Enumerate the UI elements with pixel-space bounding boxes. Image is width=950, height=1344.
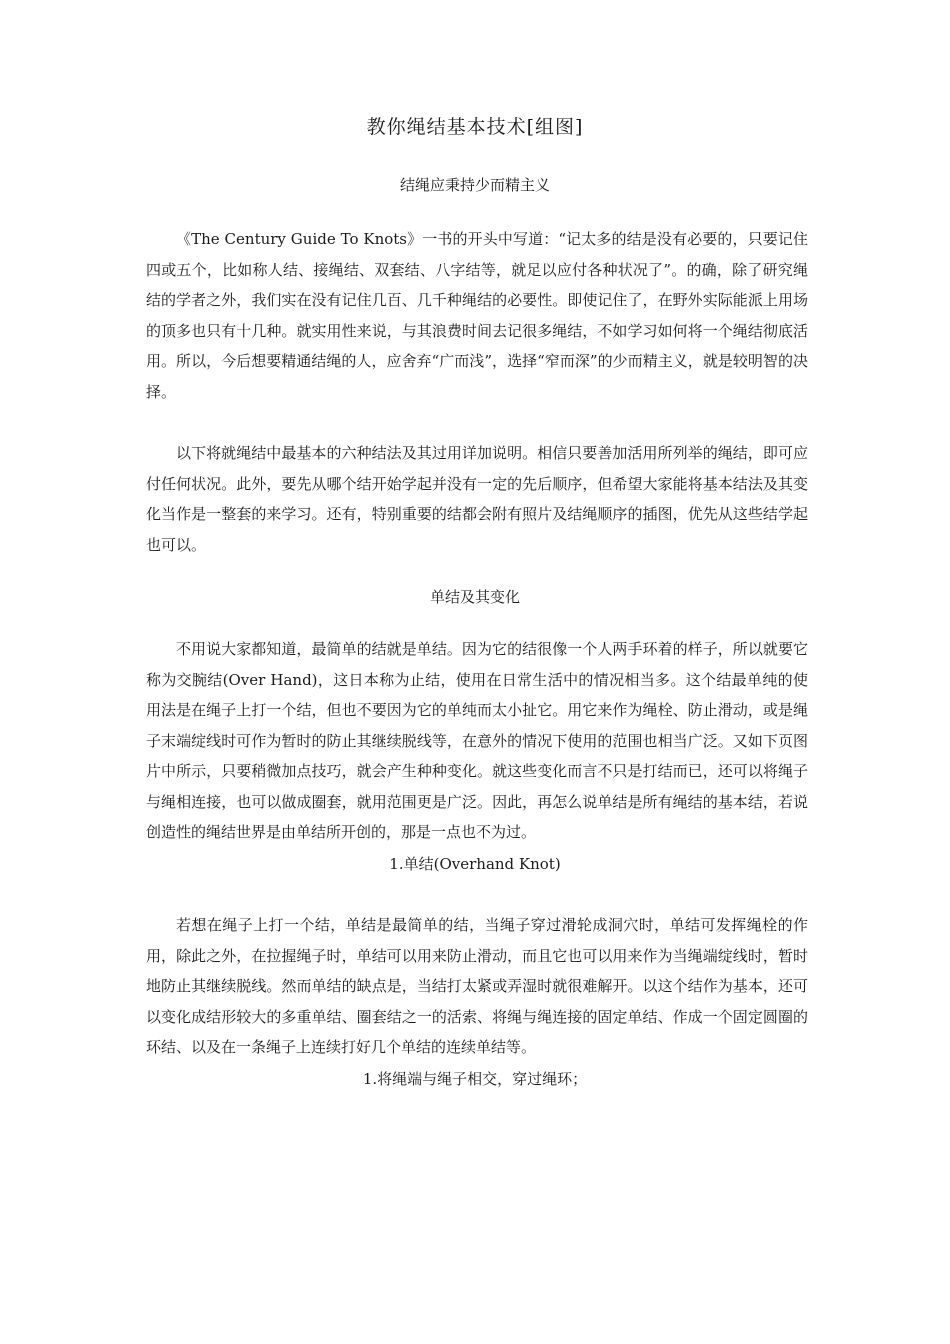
section-heading-overhand: 单结及其变化 <box>429 588 520 606</box>
paragraph-overhand-usage: 若想在绳子上打一个结，单结是最简单的结，当绳子穿过滑轮成洞穴时，单结可发挥绳栓的作用，除此之外，在拉握绳子时，单结可以用来防止滑动，而且它也可以用来作为当绳端绽线时，暂时地防止其继续脱线。然而单结的缺点是，当结打太紧或弄湿时就很难解开。以这个结作为基本，还可以变化成结形较大的多重单结、圈套结之一的活索、将绳与绳连接的固定单结、作成一个固定圆圈的环结、以及在一条绳子上连续打好几个单结的连续单结等。 <box>146 916 808 1056</box>
section-heading-minimalism: 结绳应秉持少而精主义 <box>399 176 550 194</box>
step-caption-1: 1.将绳端与绳子相交，穿过绳环； <box>362 1070 588 1088</box>
paragraph-intro: 《The Century Guide To Knots》一书的开头中写道：“记太多的结是没有必要的，只要记住四或五个，比如称人结、接绳结、双套结、八字结等，就足以应付各种状况了”。的确，除了研究绳结的学者之外，我们实在没有记住几百、几千种绳结的必要性。即使记住了，在野外实际能派上用场的顶多也只有十几种。就实用性来说，与其浪费时间去记很多绳结，不如学习如何将一个绳结彻底活用。所以，今后想要精通结绳的人，应舍弃“广而浅”，选择“窄而深”的少而精主义，就是较明智的决择。 <box>146 230 808 401</box>
paragraph-overhand-description: 不用说大家都知道，最简单的结就是单结。因为它的结很像一个人两手环着的样子，所以就要它称为交腕结(Over Hand)，这日本称为止结，使用在日常生活中的情况相当多。这个结最单纯的使用法是在绳子上打一个结，但也不要因为它的单纯而太小扯它。用它来作为绳栓、防止滑动，或是绳子末端绽线时可作为暂时的防止其继续脱线等，在意外的情况下使用的范围也相当广泛。又如下页图片中所示，只要稍微加点技巧，就会产生种种变化。就这些变化而言不只是打结而已，还可以将绳子与绳相连接，也可以做成圈套，就用范围更是广泛。因此，再怎么说单结是所有绳结的基本结，若说创造性的绳结世界是由单结所开创的，那是一点也不为过。 <box>146 640 808 841</box>
subheading-overhand-knot: 1.单结(Overhand Knot) <box>389 855 561 873</box>
paragraph-six-knots: 以下将就绳结中最基本的六种结法及其过用详加说明。相信只要善加活用所列举的绳结，即可应付任何状况。此外，要先从哪个结开始学起并没有一定的先后顺序，但希望大家能将基本结法及其变化当作是一整套的来学习。还有，特别重要的结都会附有照片及结绳顺序的插图，优先从这些结学起也可以。 <box>146 444 808 554</box>
document-title: 教你绳结基本技术[组图] <box>366 116 584 138</box>
